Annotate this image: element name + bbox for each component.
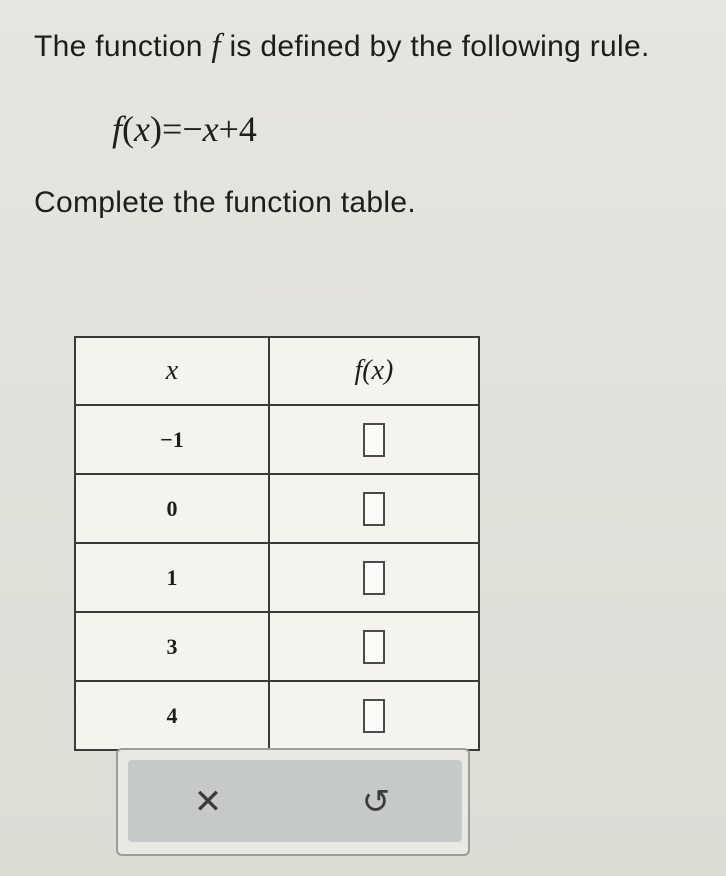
rule-equals: = (162, 109, 183, 149)
rule-variable: x (134, 109, 150, 149)
fx-cell (269, 681, 479, 750)
statement-suffix: is defined by the following rule. (220, 30, 650, 63)
fx-cell (269, 543, 479, 612)
x-value: 1 (75, 543, 269, 612)
x-value: 4 (75, 681, 269, 750)
answer-input[interactable] (363, 423, 385, 457)
rule-minus: − (182, 109, 203, 149)
x-value: 0 (75, 474, 269, 543)
undo-icon: ↺ (361, 782, 391, 822)
table-row (75, 474, 479, 543)
fx-cell (269, 612, 479, 681)
header-fx: f(x) (269, 337, 479, 405)
clear-button[interactable] (178, 772, 238, 832)
function-rule (112, 108, 257, 150)
instruction: Complete the function table. (34, 186, 416, 219)
problem-statement (34, 28, 650, 65)
answer-input[interactable] (363, 492, 385, 526)
x-value: −1 (75, 405, 269, 474)
rule-open-paren: ( (122, 109, 135, 149)
table-row (75, 543, 479, 612)
rule-rhs-variable: x (202, 109, 219, 149)
header-x: x (75, 337, 269, 405)
rule-function-name: f (112, 109, 123, 149)
table-row (75, 405, 479, 474)
rule-close-paren: ) (150, 109, 162, 149)
undo-button[interactable] (346, 772, 406, 832)
close-icon: ✕ (193, 782, 223, 822)
answer-input[interactable] (363, 561, 385, 595)
table-row (75, 681, 479, 750)
table-row (75, 612, 479, 681)
x-value: 3 (75, 612, 269, 681)
function-name: f (211, 28, 221, 64)
function-table (74, 336, 480, 751)
statement-prefix: The function (34, 30, 212, 63)
table-header-row (75, 337, 479, 405)
rule-rhs-constant: +4 (218, 109, 257, 149)
answer-input[interactable] (363, 630, 385, 664)
fx-cell (269, 405, 479, 474)
answer-input[interactable] (363, 699, 385, 733)
fx-cell (269, 474, 479, 543)
